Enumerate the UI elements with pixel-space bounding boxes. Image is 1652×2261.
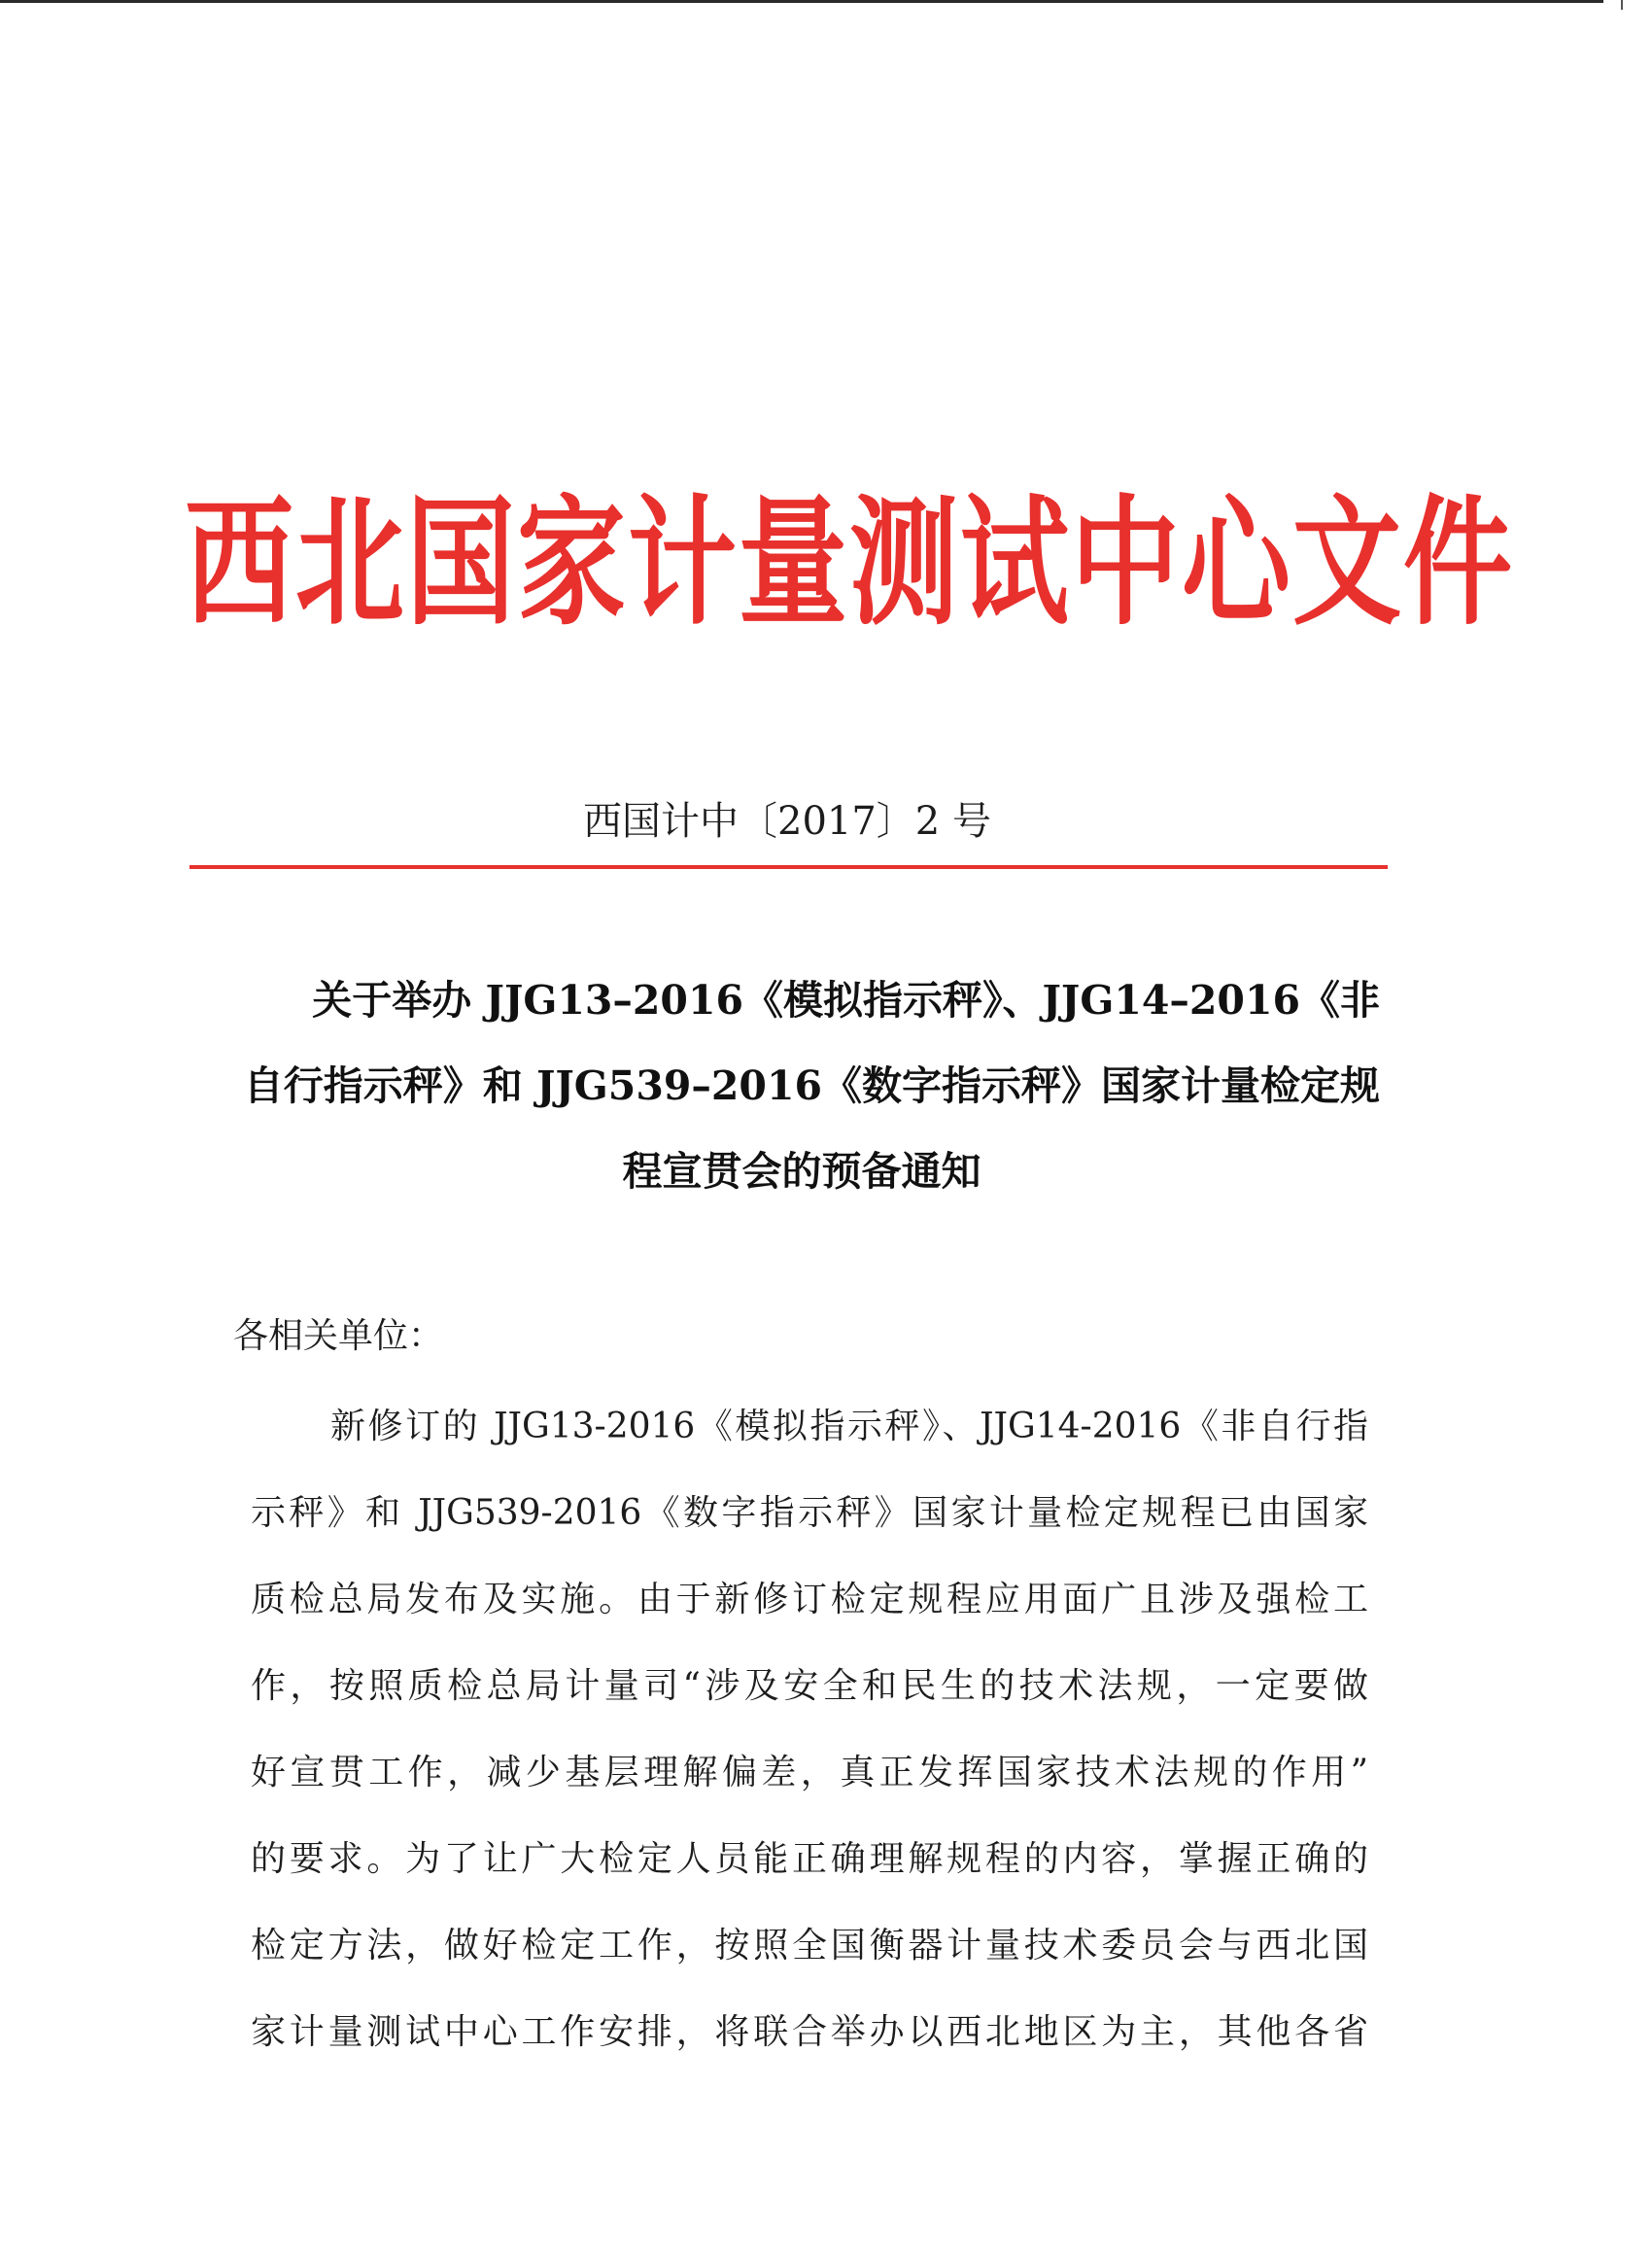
body-line: 家计量测试中心工作安排，将联合举办以西北地区为主，其他各省 bbox=[251, 2012, 1368, 2052]
document-number: 西国计中〔2017〕2 号 bbox=[583, 799, 991, 844]
notice-title-line: 自行指示秤》和 JJG539–2016《数字指示秤》国家计量检定规 bbox=[243, 1062, 1380, 1109]
red-divider-rule bbox=[189, 865, 1388, 869]
body-line: 新修订的 JJG13-2016《模拟指示秤》、JJG14-2016《非自行指 bbox=[330, 1407, 1368, 1446]
document-header-title: 西北国家计量测试中心文件 bbox=[185, 481, 1514, 645]
body-line: 示秤》和 JJG539-2016《数字指示秤》国家计量检定规程已由国家 bbox=[251, 1493, 1368, 1533]
notice-title bbox=[224, 957, 1380, 1214]
scan-edge-mark bbox=[1621, 0, 1623, 10]
body-line: 的要求。为了让广大检定人员能正确理解规程的内容，掌握正确的 bbox=[251, 1839, 1368, 1879]
body-line: 检定方法，做好检定工作，按照全国衡器计量技术委员会与西北国 bbox=[251, 1926, 1368, 1965]
notice-title-line: 程宣贯会的预备通知 bbox=[622, 1148, 981, 1195]
scan-top-edge bbox=[0, 0, 1603, 3]
body-line: 好宣贯工作，减少基层理解偏差，真正发挥国家技术法规的作用” bbox=[251, 1753, 1368, 1792]
body-line: 质检总局发布及实施。由于新修订检定规程应用面广且涉及强检工 bbox=[251, 1580, 1368, 1619]
notice-title-line: 关于举办 JJG13–2016《模拟指示秤》、JJG14–2016《非 bbox=[312, 977, 1380, 1024]
body-line: 作，按照质检总局计量司“涉及安全和民生的技术法规，一定要做 bbox=[251, 1666, 1368, 1706]
salutation: 各相关单位： bbox=[233, 1316, 444, 1356]
body-paragraph bbox=[251, 1383, 1368, 2075]
